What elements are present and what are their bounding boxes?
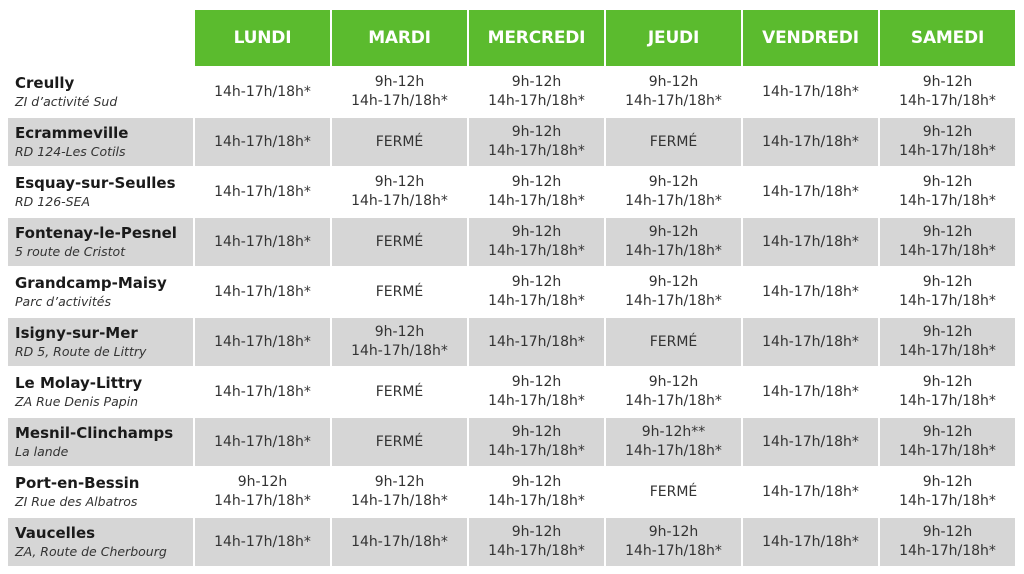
schedule-body <box>8 68 1015 566</box>
hours-text: 14h-17h/18h* <box>488 243 585 259</box>
hours-text: 14h-17h/18h* <box>214 533 311 550</box>
hours-cell-mercredi <box>469 468 604 516</box>
hours-cell-mercredi <box>469 268 604 316</box>
hours-cell-samedi <box>880 318 1015 366</box>
hours-text: 14h-17h/18h* <box>214 283 311 300</box>
hours-text: 14h-17h/18h* <box>214 383 311 400</box>
hours-cell-jeudi <box>606 168 741 216</box>
hours-text: 9h-12h <box>922 524 973 540</box>
location-name: Isigny-sur-Mer <box>15 324 138 342</box>
hours-text: FERMÉ <box>375 133 424 150</box>
hours-cell-samedi <box>880 168 1015 216</box>
hours-cell-vendredi <box>743 268 878 316</box>
hours-text: 14h-17h/18h* <box>625 393 722 409</box>
hours-text: 9h-12h <box>511 124 562 140</box>
hours-cell-jeudi <box>606 218 741 266</box>
hours-cell-vendredi <box>743 418 878 466</box>
hours-cell-jeudi <box>606 68 741 116</box>
hours-text: 14h-17h/18h* <box>214 183 311 200</box>
location-name: Ecrammeville <box>15 124 129 142</box>
location-address: La lande <box>15 444 69 459</box>
header-row <box>8 10 1015 66</box>
hours-cell-lundi <box>195 418 330 466</box>
table-row <box>8 318 1015 366</box>
hours-text: 14h-17h/18h* <box>899 243 996 259</box>
hours-cell-lundi <box>195 68 330 116</box>
hours-text: 14h-17h/18h* <box>762 233 859 250</box>
hours-cell-vendredi <box>743 168 878 216</box>
location-name: Mesnil-Clinchamps <box>15 424 174 442</box>
hours-cell-samedi <box>880 418 1015 466</box>
hours-text: FERMÉ <box>649 133 698 150</box>
hours-text: 9h-12h <box>511 274 562 290</box>
location-address: 5 route de Cristot <box>15 244 126 259</box>
location-address: Parc d’activités <box>15 294 111 309</box>
hours-text: 14h-17h/18h* <box>625 243 722 259</box>
location-cell <box>8 218 193 266</box>
hours-cell-lundi <box>195 518 330 566</box>
hours-text: 14h-17h/18h* <box>214 333 311 350</box>
location-cell <box>8 418 193 466</box>
hours-cell-jeudi <box>606 318 741 366</box>
table-row <box>8 68 1015 116</box>
hours-text: FERMÉ <box>375 233 424 250</box>
hours-cell-samedi <box>880 218 1015 266</box>
hours-text: 9h-12h <box>511 224 562 240</box>
hours-text: 14h-17h/18h* <box>899 193 996 209</box>
hours-text: 9h-12h <box>511 74 562 90</box>
location-name: Fontenay-le-Pesnel <box>15 224 177 242</box>
hours-cell-vendredi <box>743 318 878 366</box>
hours-text: 9h-12h <box>648 174 699 190</box>
hours-cell-mercredi <box>469 518 604 566</box>
opening-hours-table <box>6 8 1017 568</box>
hours-text: 14h-17h/18h* <box>488 443 585 459</box>
location-name: Vaucelles <box>15 524 96 542</box>
hours-cell-mercredi <box>469 168 604 216</box>
table-row <box>8 418 1015 466</box>
hours-text: 14h-17h/18h* <box>214 493 311 509</box>
table-row <box>8 268 1015 316</box>
hours-cell-jeudi <box>606 468 741 516</box>
hours-cell-lundi <box>195 368 330 416</box>
hours-text: 14h-17h/18h* <box>625 443 722 459</box>
hours-cell-lundi <box>195 468 330 516</box>
day-header-lundi: LUNDI <box>195 10 330 66</box>
hours-text: 14h-17h/18h* <box>899 393 996 409</box>
hours-cell-mardi <box>332 118 467 166</box>
hours-text: 14h-17h/18h* <box>214 433 311 450</box>
hours-cell-lundi <box>195 168 330 216</box>
hours-text: 14h-17h/18h* <box>762 483 859 500</box>
hours-text: 14h-17h/18h* <box>488 93 585 109</box>
hours-text: 14h-17h/18h* <box>899 143 996 159</box>
hours-text: 9h-12h <box>922 374 973 390</box>
location-cell <box>8 168 193 216</box>
hours-cell-mardi <box>332 68 467 116</box>
hours-text: FERMÉ <box>375 433 424 450</box>
hours-cell-jeudi <box>606 368 741 416</box>
hours-text: 14h-17h/18h* <box>762 183 859 200</box>
hours-text: 9h-12h <box>511 174 562 190</box>
hours-text: 14h-17h/18h* <box>899 293 996 309</box>
location-cell <box>8 468 193 516</box>
hours-text: 9h-12h <box>648 374 699 390</box>
header-corner <box>8 10 193 66</box>
hours-text: 14h-17h/18h* <box>762 133 859 150</box>
location-name: Port-en-Bessin <box>15 474 140 492</box>
hours-text: 14h-17h/18h* <box>351 533 448 550</box>
hours-text: 14h-17h/18h* <box>488 193 585 209</box>
hours-text: 9h-12h <box>648 274 699 290</box>
hours-cell-jeudi <box>606 268 741 316</box>
hours-text: 9h-12h <box>922 74 973 90</box>
hours-cell-jeudi <box>606 518 741 566</box>
hours-text: 9h-12h <box>648 224 699 240</box>
hours-text: 14h-17h/18h* <box>762 283 859 300</box>
table-row <box>8 218 1015 266</box>
hours-cell-samedi <box>880 118 1015 166</box>
hours-text: 14h-17h/18h* <box>351 93 448 109</box>
hours-text: 9h-12h <box>374 174 425 190</box>
location-cell <box>8 118 193 166</box>
table-row <box>8 168 1015 216</box>
hours-text: 14h-17h/18h* <box>214 83 311 100</box>
hours-cell-lundi <box>195 118 330 166</box>
location-address: ZI d’activité Sud <box>15 94 118 109</box>
hours-text: 14h-17h/18h* <box>488 143 585 159</box>
hours-text: FERMÉ <box>375 383 424 400</box>
hours-text: 9h-12h** <box>641 424 706 440</box>
hours-text: 9h-12h <box>648 74 699 90</box>
hours-text: 9h-12h <box>374 74 425 90</box>
hours-text: 9h-12h <box>374 324 425 340</box>
hours-text: 14h-17h/18h* <box>899 543 996 559</box>
location-address: ZA, Route de Cherbourg <box>15 544 167 559</box>
table-row <box>8 518 1015 566</box>
day-header-mercredi: MERCREDI <box>469 10 604 66</box>
hours-cell-mardi <box>332 218 467 266</box>
location-address: ZI Rue des Albatros <box>15 494 138 509</box>
hours-text: 9h-12h <box>922 324 973 340</box>
hours-cell-mardi <box>332 418 467 466</box>
hours-text: 14h-17h/18h* <box>899 93 996 109</box>
hours-text: 9h-12h <box>511 374 562 390</box>
hours-text: 9h-12h <box>648 524 699 540</box>
hours-text: 9h-12h <box>922 124 973 140</box>
hours-cell-samedi <box>880 468 1015 516</box>
location-name: Esquay-sur-Seulles <box>15 174 176 192</box>
hours-cell-mercredi <box>469 218 604 266</box>
hours-cell-mercredi <box>469 418 604 466</box>
day-header-jeudi: JEUDI <box>606 10 741 66</box>
hours-text: 9h-12h <box>922 274 973 290</box>
day-header-samedi: SAMEDI <box>880 10 1015 66</box>
hours-text: 9h-12h <box>922 174 973 190</box>
hours-cell-jeudi <box>606 418 741 466</box>
hours-cell-mardi <box>332 268 467 316</box>
location-cell <box>8 318 193 366</box>
day-header-vendredi: VENDREDI <box>743 10 878 66</box>
hours-text: 14h-17h/18h* <box>625 543 722 559</box>
table-row <box>8 368 1015 416</box>
hours-cell-mardi <box>332 318 467 366</box>
hours-text: 14h-17h/18h* <box>488 543 585 559</box>
hours-cell-vendredi <box>743 518 878 566</box>
hours-cell-lundi <box>195 218 330 266</box>
hours-text: 14h-17h/18h* <box>762 83 859 100</box>
hours-cell-mercredi <box>469 368 604 416</box>
day-header-mardi: MARDI <box>332 10 467 66</box>
hours-text: 14h-17h/18h* <box>899 493 996 509</box>
hours-text: 14h-17h/18h* <box>625 193 722 209</box>
hours-cell-vendredi <box>743 68 878 116</box>
location-address: RD 124-Les Cotils <box>15 144 126 159</box>
hours-text: 9h-12h <box>922 474 973 490</box>
hours-text: 9h-12h <box>511 524 562 540</box>
hours-cell-vendredi <box>743 368 878 416</box>
hours-text: 14h-17h/18h* <box>488 393 585 409</box>
location-cell <box>8 68 193 116</box>
location-address: ZA Rue Denis Papin <box>15 394 139 409</box>
hours-text: 14h-17h/18h* <box>762 433 859 450</box>
hours-cell-mardi <box>332 468 467 516</box>
hours-text: 14h-17h/18h* <box>351 193 448 209</box>
hours-text: FERMÉ <box>649 333 698 350</box>
hours-text: 9h-12h <box>511 474 562 490</box>
hours-cell-lundi <box>195 318 330 366</box>
hours-cell-samedi <box>880 368 1015 416</box>
hours-text: 14h-17h/18h* <box>625 293 722 309</box>
hours-cell-lundi <box>195 268 330 316</box>
hours-cell-samedi <box>880 68 1015 116</box>
hours-cell-vendredi <box>743 218 878 266</box>
location-name: Grandcamp-Maisy <box>15 274 167 292</box>
hours-cell-mardi <box>332 168 467 216</box>
location-address: RD 126-SEA <box>15 194 91 209</box>
hours-text: 9h-12h <box>922 424 973 440</box>
location-cell <box>8 268 193 316</box>
hours-cell-mardi <box>332 368 467 416</box>
hours-text: 14h-17h/18h* <box>762 333 859 350</box>
hours-text: 14h-17h/18h* <box>488 493 585 509</box>
hours-text: 14h-17h/18h* <box>214 233 311 250</box>
location-name: Le Molay-Littry <box>15 374 143 392</box>
hours-text: FERMÉ <box>375 283 424 300</box>
hours-text: FERMÉ <box>649 483 698 500</box>
hours-text: 9h-12h <box>511 424 562 440</box>
hours-text: 14h-17h/18h* <box>899 343 996 359</box>
hours-cell-samedi <box>880 518 1015 566</box>
hours-text: 14h-17h/18h* <box>899 443 996 459</box>
hours-text: 14h-17h/18h* <box>488 293 585 309</box>
hours-cell-mardi <box>332 518 467 566</box>
location-name: Creully <box>15 74 75 92</box>
hours-text: 14h-17h/18h* <box>625 93 722 109</box>
hours-cell-vendredi <box>743 468 878 516</box>
hours-text: 14h-17h/18h* <box>214 133 311 150</box>
hours-text: 14h-17h/18h* <box>351 343 448 359</box>
location-cell <box>8 518 193 566</box>
table-row <box>8 118 1015 166</box>
hours-text: 14h-17h/18h* <box>488 333 585 350</box>
table-row <box>8 468 1015 516</box>
hours-cell-mercredi <box>469 118 604 166</box>
hours-text: 9h-12h <box>922 224 973 240</box>
location-cell <box>8 368 193 416</box>
hours-cell-mercredi <box>469 318 604 366</box>
hours-text: 14h-17h/18h* <box>351 493 448 509</box>
hours-cell-jeudi <box>606 118 741 166</box>
hours-text: 14h-17h/18h* <box>762 533 859 550</box>
hours-text: 9h-12h <box>374 474 425 490</box>
hours-text: 9h-12h <box>237 474 288 490</box>
location-address: RD 5, Route de Littry <box>15 344 147 359</box>
hours-cell-mercredi <box>469 68 604 116</box>
hours-cell-samedi <box>880 268 1015 316</box>
hours-text: 14h-17h/18h* <box>762 383 859 400</box>
hours-cell-vendredi <box>743 118 878 166</box>
